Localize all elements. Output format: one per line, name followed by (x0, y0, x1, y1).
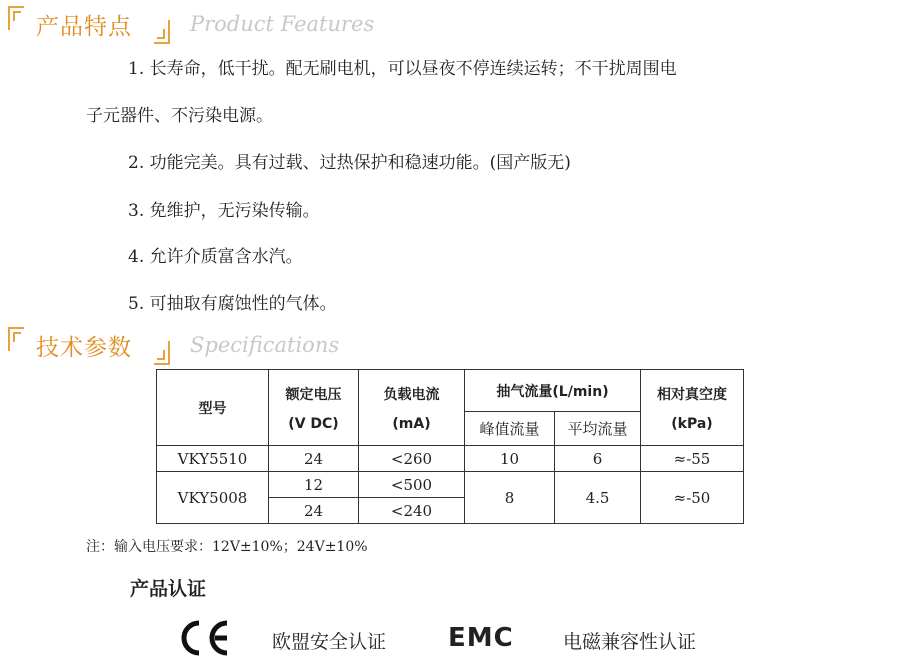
cell-vacuum: ≈-50 (641, 472, 744, 524)
ce-cert-label: 欧盟安全认证 (272, 631, 387, 653)
cell-peak: 8 (465, 472, 555, 524)
header-voltage-label: 额定电压 (285, 386, 342, 403)
table-row (157, 446, 744, 472)
cell-current: <240 (359, 498, 465, 524)
corner-ornament-icon (8, 6, 24, 30)
ce-mark-icon (177, 618, 233, 658)
section-header-features (0, 6, 900, 42)
cell-peak: 10 (465, 446, 555, 472)
header-vacuum-label: 相对真空度 (657, 386, 727, 403)
header-current (359, 370, 465, 446)
cell-voltage: 12 (269, 472, 359, 498)
header-voltage-unit: (V DC) (288, 415, 339, 432)
cell-avg: 6 (555, 446, 641, 472)
feature-item: 2. 功能完美。具有过载、过热保护和稳速功能。(国产版无) (128, 153, 571, 173)
table-row (157, 472, 744, 498)
header-voltage (269, 370, 359, 446)
cell-current: <260 (359, 446, 465, 472)
corner-ornament-icon (8, 327, 24, 351)
header-model: 型号 (157, 370, 269, 446)
header-vacuum-unit: (kPa) (671, 415, 713, 432)
voltage-note: 注：输入电压要求：12V±10%；24V±10% (86, 539, 368, 555)
header-current-unit: (mA) (392, 415, 431, 432)
header-flow: 抽气流量(L/min) (465, 370, 641, 412)
cell-voltage: 24 (269, 446, 359, 472)
cell-vacuum: ≈-55 (641, 446, 744, 472)
header-vacuum (641, 370, 744, 446)
cell-voltage: 24 (269, 498, 359, 524)
certification-title: 产品认证 (130, 578, 207, 600)
emc-cert-label: 电磁兼容性认证 (563, 631, 697, 653)
emc-logo: EMC (448, 623, 514, 653)
section-title-cn: 产品特点 (36, 14, 132, 40)
section-header-specs (0, 327, 900, 363)
feature-item: 1. 长寿命，低干扰。配无刷电机，可以昼夜不停连续运转；不干扰周围电 (128, 59, 677, 79)
section-title-en: Product Features (190, 12, 375, 36)
section-title-en: Specifications (190, 333, 340, 357)
cell-model: VKY5510 (157, 446, 269, 472)
corner-ornament-icon (154, 341, 170, 365)
header-flow-avg: 平均流量 (555, 412, 641, 446)
feature-item: 3. 免维护，无污染传输。 (128, 201, 320, 221)
feature-item: 5. 可抽取有腐蚀性的气体。 (128, 294, 337, 314)
header-flow-peak: 峰值流量 (465, 412, 555, 446)
corner-ornament-icon (154, 20, 170, 44)
cell-avg: 4.5 (555, 472, 641, 524)
cell-model: VKY5008 (157, 472, 269, 524)
feature-item: 4. 允许介质富含水汽。 (128, 247, 303, 267)
spec-table (156, 369, 744, 524)
section-title-cn: 技术参数 (36, 335, 132, 361)
header-current-label: 负载电流 (383, 386, 440, 403)
cell-current: <500 (359, 472, 465, 498)
feature-item-continued: 子元器件、不污染电源。 (86, 106, 273, 126)
